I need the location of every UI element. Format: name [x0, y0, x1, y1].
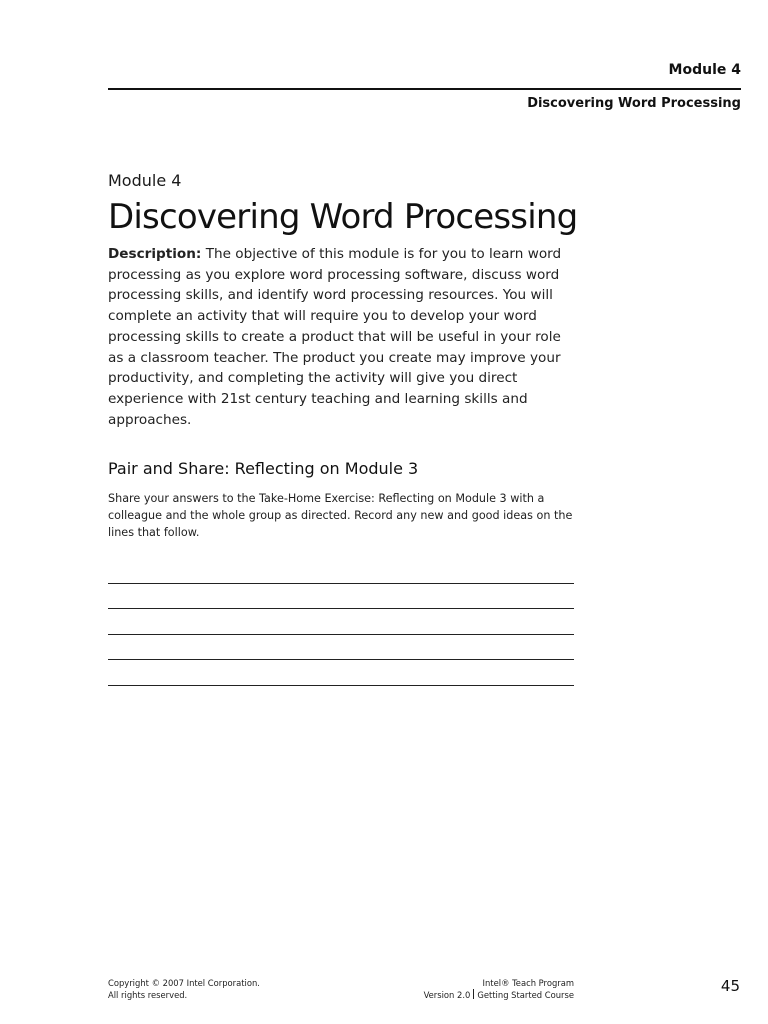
writing-line[interactable]	[108, 660, 574, 686]
section-heading: Pair and Share: Reflecting on Module 3	[108, 459, 419, 479]
header-module-label: Module 4	[668, 62, 741, 78]
footer-separator	[473, 989, 474, 999]
writing-line[interactable]	[108, 558, 574, 584]
page-title: Discovering Word Processing	[108, 197, 578, 237]
page-number: 45	[720, 977, 740, 995]
section-text: Share your answers to the Take-Home Exercise: Reflecting on Module 3 with a colleague and the whole group as directed. Record any new and good ideas on the lines that follow.	[108, 492, 573, 540]
writing-line[interactable]	[108, 609, 574, 635]
description	[108, 244, 578, 430]
program-line: Intel® Teach Program	[482, 978, 574, 988]
writing-line[interactable]	[108, 584, 574, 610]
header-title: Discovering Word Processing	[527, 96, 741, 111]
main-content	[108, 170, 578, 686]
version-course-line	[424, 989, 574, 1001]
description-lead: Description:	[108, 246, 202, 262]
version-label: Version 2.0	[423, 990, 471, 1000]
module-label: Module 4	[108, 171, 182, 190]
writing-lines	[108, 558, 578, 686]
footer-program	[424, 977, 574, 1001]
rights-line: All rights reserved.	[108, 990, 188, 1000]
footer-copyright	[108, 977, 260, 1001]
writing-line[interactable]	[108, 635, 574, 661]
copyright-line: Copyright © 2007 Intel Corporation.	[108, 978, 260, 988]
description-text: The objective of this module is for you to learn word processing as you explore word processing software, discuss word processing skills, and identify word processing resources. You will complete an activity that will require you to develop your word processing skills to create a product that will be useful in your role as a classroom teacher. The product you create may improve your productivity, and completing the activity will give you direct experience with 21st century teaching and learning skills and approaches.	[108, 246, 562, 428]
header-rule	[108, 88, 741, 90]
course-label: Getting Started Course	[477, 990, 574, 1000]
